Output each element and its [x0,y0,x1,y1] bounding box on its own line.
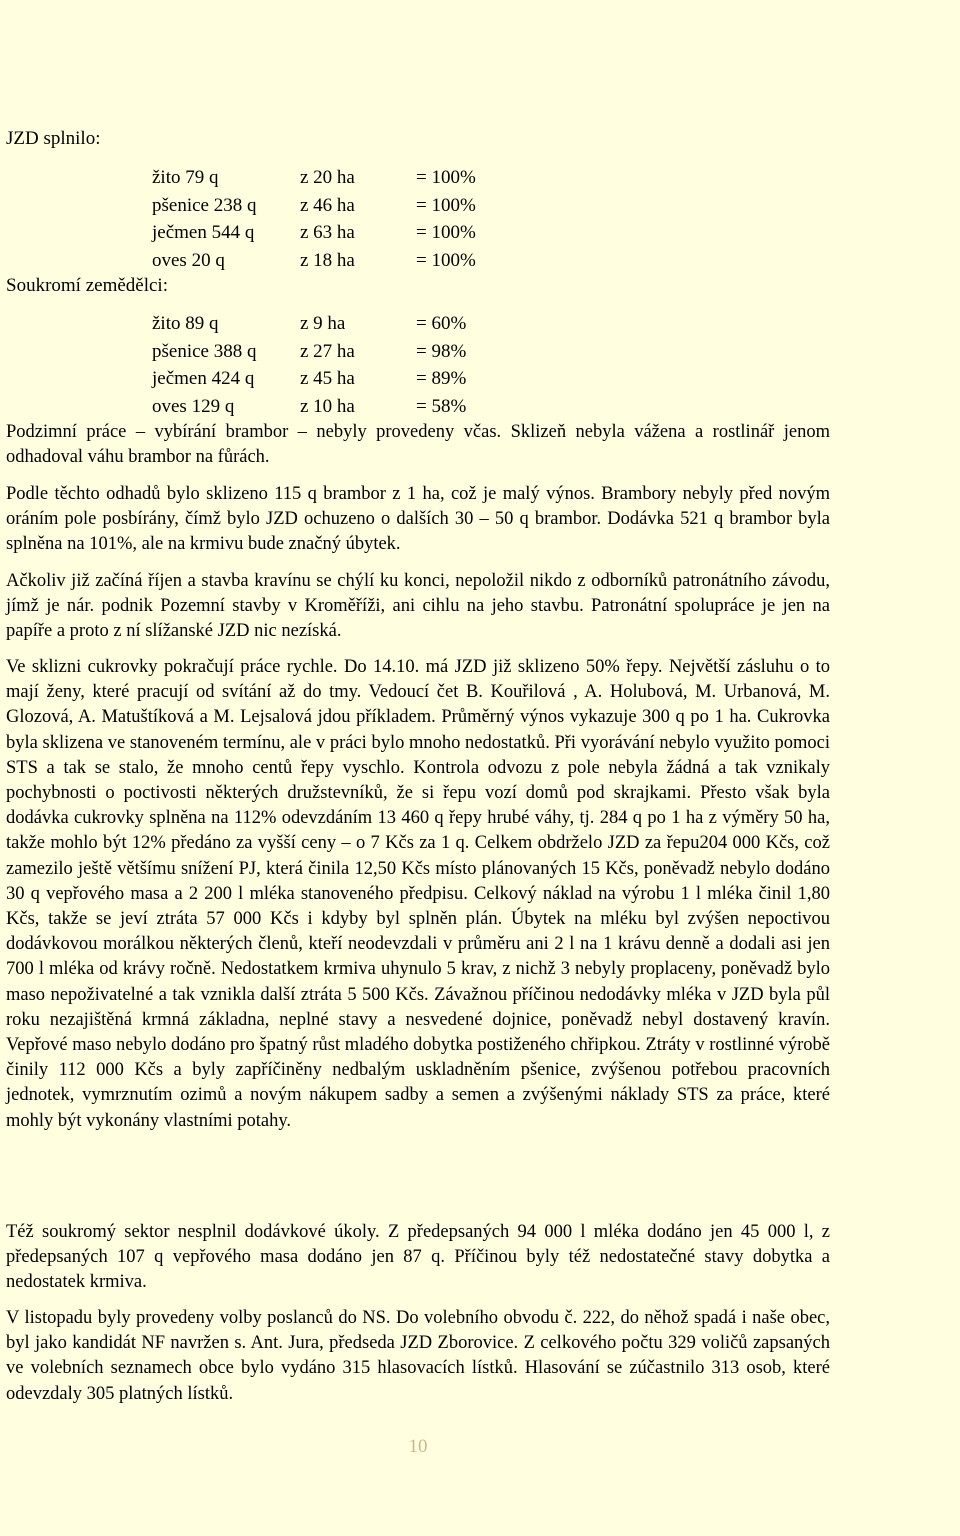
crop-name: ječmen 424 q [152,368,255,389]
crop-row [152,310,466,338]
crop-area: z 27 ha [300,340,355,362]
crop-area: z 9 ha [300,313,346,334]
paragraph-private-sector: Též soukromý sektor nesplnil dodávkové úkoly. Z předepsaných 94 000 l mléka dodáno jen 45 000 l, z předepsaných 107 q vepřového masa dodáno jen 87 q. Příčinou byly též nedostatečné stavy dobytka a nedostatek krmiva. [6,1222,830,1293]
paragraph-sugar-beet: Ve sklizni cukrovky pokračují práce rychle. Do 14.10. má JZD již sklizeno 50% řepy. Největší zásluhu o to mají ženy, které pracují od svítání až do tmy. Vedoucí čet B. Kouřilová , A. Holubová, M. Urbanová, M. Glozová, A. Matuštíková a M. Lejsalová jdou příkladem. Průměrný výnos vykazuje 300 q po 1 ha. Cukrovka byla sklizena ve stanoveném termínu, ale v práci bylo mnoho nedostatků. Při vyorávání nebylo využito pomoci STS a tak se stalo, že mnoho centů řepy vyschlo. Kontrola odvozu z pole nebyla žádná a tak vznikaly pochybnosti o poctivosti některých družstevníků, že si řepu vozí domů pod skrajkami. Přesto však byla dodávka cukrovky splněna na 112% odevzdáním 13 460 q řepy hrubé váhy, tj. 284 q po 1 ha z výměry 50 ha, takže mohlo být 12% předáno za vyšší ceny – o 7 Kčs za 1 q. Celkem obdrželo JZD za řepu204 000 Kčs, což zamezilo ještě většímu snížení PJ, která činila 12,50 Kčs místo plánovaných 15 Kčs, poněvadž nebylo dodáno 30 q vepřového masa a 2 200 l mléka stanoveného předpisu. Celkový náklad na výrobu 1 l mléka činil 1,80 Kčs, takže se jeví ztráta 57 000 Kčs i kdyby byl splněn plán. Úbytek na mléku byl zvýšen nepoctivou dodávkovou morálkou některých členů, kteří neodevzdali v průměru ani 2 l na 1 krávu denně a dodali asi jen 700 l mléka od krávy ročně. Nedostatkem krmiva uhynulo 5 krav, z nichž 3 nebyly proplaceny, poněvadž bylo maso nepoživatelné a tak vznikla další ztráta 5 500 Kčs. Závažnou příčinou nedodávky mléka v JZD byla půl roku nezajištěná krmná základna, neplné stavy a nesvedené dojnice, poněvadž nebyl dostavený kravín. Vepřové maso nebylo dodáno pro špatný růst mladého dobytka postiženého chřipkou. Ztráty v rostlinné výrobě činily 112 000 Kčs a byly zapříčiněny nedbalým uskladněním pšenice, zvýšenou potřebou pracovních jednotek, vymrznutím ozimů a novým nákupem sadby a semen a zvýšenými náklady STS za práce, které mohly být vykonány vlastními potahy. [6,657,830,1131]
crop-name: žito 89 q [152,313,219,334]
crop-percent: = 89% [416,368,467,389]
crop-area: z 63 ha [300,222,355,243]
crop-row [152,338,466,366]
crop-area: z 10 ha [300,395,355,417]
crop-row [152,247,476,275]
crop-name: pšenice 388 q [152,340,257,362]
crop-name: oves 129 q [152,395,235,417]
crop-row [152,192,476,220]
crop-percent: = 100% [416,167,476,188]
crop-row [152,393,466,421]
crop-row [152,219,476,247]
page-number: 10 [408,1436,428,1457]
crop-area: z 20 ha [300,167,355,188]
crop-name: pšenice 238 q [152,194,257,216]
private-farmers-heading: Soukromí zemědělci: [6,275,168,296]
crop-name: ječmen 544 q [152,222,255,243]
private-crop-table [152,310,466,420]
paragraph-cowshed: Ačkoliv již začíná říjen a stavba kravínu se chýlí ku konci, nepoložil nikdo z odborníků patronátního závodu, jímž je nár. podnik Pozemní stavby v Kroměříži, ani cihlu na jeho stavbu. Patronátní spolupráce je jen na papíře a proto z ní slížanské JZD nic nezíská. [6,571,830,642]
paragraph-autumn-work: Podzimní práce – vybírání brambor – nebyly provedeny včas. Sklizeň nebyla vážena a rostlinář jenom odhadoval váhu brambor na fůrách. [6,422,830,468]
crop-percent: = 60% [416,313,467,334]
crop-row [152,365,466,393]
crop-percent: = 100% [416,249,476,271]
paragraph-potato-yield: Podle těchto odhadů bylo sklizeno 115 q brambor z 1 ha, což je malý výnos. Brambory nebyly před novým oráním pole posbírány, čímž bylo JZD ochuzeno o dalších 30 – 50 q brambor. Dodávka 521 q brambor byla splněna na 101%, ale na krmivu bude značný úbytek. [6,484,830,555]
paragraph-elections: V listopadu byly provedeny volby poslanců do NS. Do volebního obvodu č. 222, do něhož spadá i naše obec, byl jako kandidát NF navržen s. Ant. Jura, předseda JZD Zborovice. Z celkového počtu 329 voličů zapsaných ve volebních seznamech obce bylo vydáno 315 hlasovacích lístků. Hlasování se zúčastnilo 313 osob, které odevzdaly 305 platných lístků. [6,1308,830,1404]
crop-percent: = 100% [416,222,476,243]
crop-name: oves 20 q [152,249,225,271]
crop-percent: = 58% [416,395,467,417]
crop-area: z 18 ha [300,249,355,271]
crop-percent: = 100% [416,194,476,216]
crop-row [152,164,476,192]
jzd-crop-table [152,164,476,274]
crop-name: žito 79 q [152,167,219,188]
crop-area: z 45 ha [300,368,355,389]
crop-percent: = 98% [416,340,467,362]
crop-area: z 46 ha [300,194,355,216]
section-heading: JZD splnilo: [6,128,101,149]
